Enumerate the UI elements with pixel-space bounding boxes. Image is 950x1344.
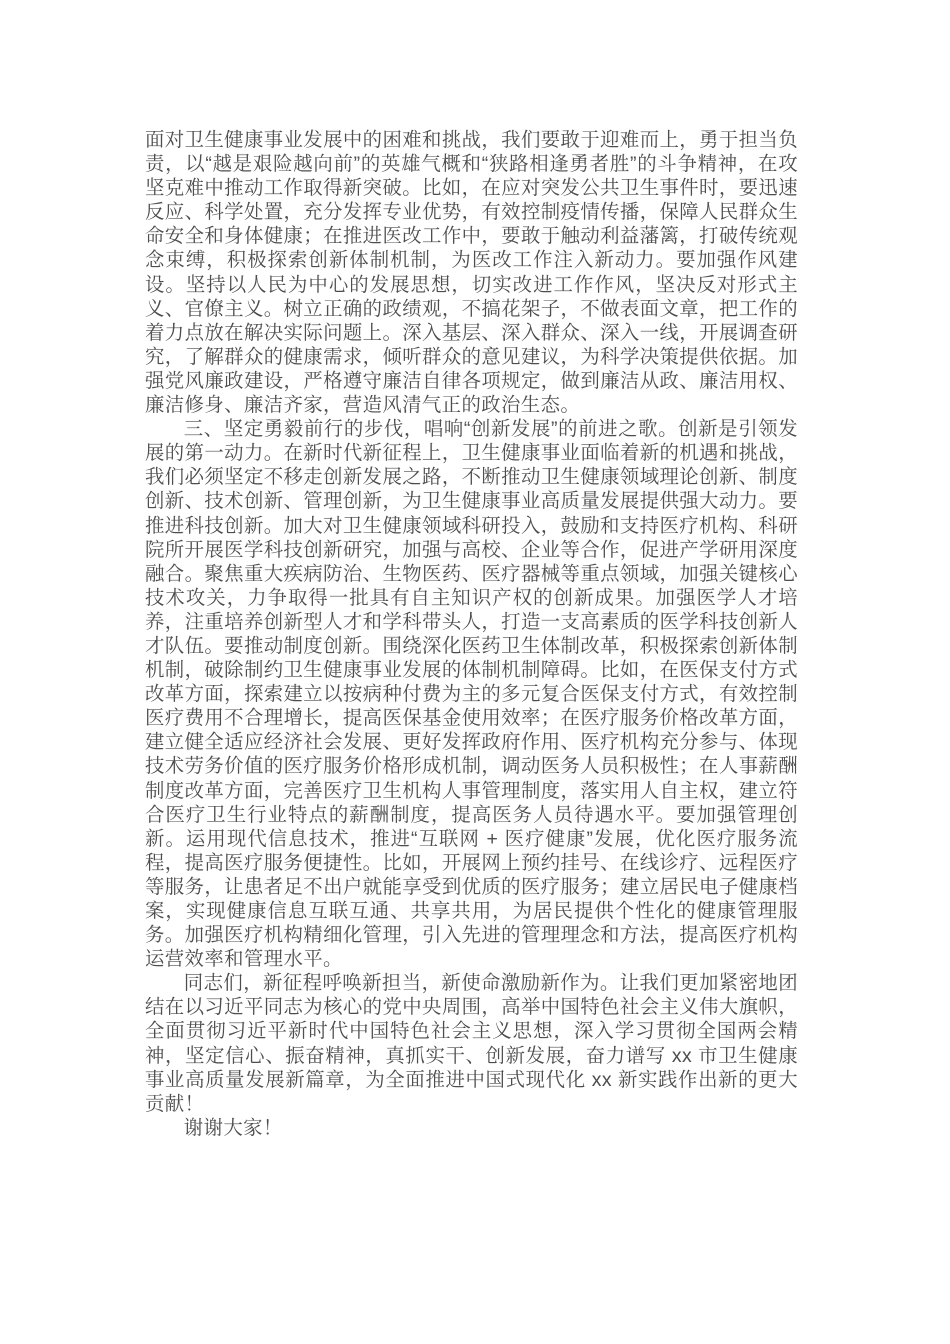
paragraph-section-three: 三、坚定勇毅前行的步伐，唱响“创新发展”的前进之歌。创新是引领发展的第一动力。在新时代新征程上，卫生健康事业面临着新的机遇和挑战，我们必须坚定不移走创新发展之路，不断推动卫生健康领域理论创新、制度创新、技术创新、管理创新，为卫生健康事业高质量发展提供强大动力。要推进科技创新。加大对卫生健康领域科研投入，鼓励和支持医疗机构、科研院所开展医学科技创新研究，加强与高校、企业等合作，促进产学研用深度融合。聚焦重大疾病防治、生物医药、医疗器械等重点领域，加强关键核心技术攻关，力争取得一批具有自主知识产权的创新成果。加强医学人才培养，注重培养创新型人才和学科带头人，打造一支高素质的医学科技创新人才队伍。要推动制度创新。围绕深化医药卫生体制改革，积极探索创新体制机制，破除制约卫生健康事业发展的体制机制障碍。比如，在医保支付方式改革方面，探索建立以按病种付费为主的多元复合医保支付方式，有效控制医疗费用不合理增长，提高医保基金使用效率；在医疗服务价格改革方面，建立健全适应经济社会发展、更好发挥政府作用、医疗机构充分参与、体现技术劳务价值的医疗服务价格形成机制，调动医务人员积极性；在人事薪酬制度改革方面，完善医疗卫生机构人事管理制度，落实用人自主权，建立符合医疗卫生行业特点的薪酬制度，提高医务人员待遇水平。要加强管理创新。运用现代信息技术，推进“互联网 + 医疗健康”发展，优化医疗服务流程，提高医疗服务便捷性。比如，开展网上预约挂号、在线诊疗、远程医疗等服务，让患者足不出户就能享受到优质的医疗服务；建立居民电子健康档案，实现健康信息互联互通、共享共用，为居民提供个性化的健康管理服务。加强医疗机构精细化管理，引入先进的管理理念和方法，提高医疗机构运营效率和管理水平。: [145, 418, 798, 971]
paragraph-1: 面对卫生健康事业发展中的困难和挑战，我们要敢于迎难而上，勇于担当负责，以“越是艰险越向前”的英雄气概和“狭路相逢勇者胜”的斗争精神，在攻坚克难中推动工作取得新突破。比如，在应对突发公共卫生事件时，要迅速反应、科学处置，充分发挥专业优势，有效控制疫情传播，保障人民群众生命安全和身体健康；在推进医改工作中，要敢于触动利益藩篱，打破传统观念束缚，积极探索创新体制机制，为医改工作注入新动力。要加强作风建设。坚持以人民为中心的发展思想，切实改进工作作风，坚决反对形式主义、官僚主义。树立正确的政绩观，不搞花架子，不做表面文章，把工作的着力点放在解决实际问题上。深入基层、深入群众、深入一线，开展调查研究，了解群众的健康需求，倾听群众的意见建议，为科学决策提供依据。加强党风廉政建设，严格遵守廉洁自律各项规定，做到廉洁从政、廉洁用权、廉洁修身、廉洁齐家，营造风清气正的政治生态。: [145, 129, 798, 417]
document-body: [145, 128, 798, 1140]
paragraph-thanks: 谢谢大家！: [183, 1116, 283, 1139]
paragraph-closing: 同志们，新征程呼唤新担当，新使命激励新作为。让我们更加紧密地团结在以习近平同志为核心的党中央周围，高举中国特色社会主义伟大旗帜，全面贯彻习近平新时代中国特色社会主义思想，深入学习贯彻全国两会精神，坚定信心、振奋精神，真抓实干、创新发展，奋力谱写 xx 市卫生健康事业高质量发展新篇章，为全面推进中国式现代化 xx 新实践作出新的更大贡献！: [145, 972, 798, 1115]
